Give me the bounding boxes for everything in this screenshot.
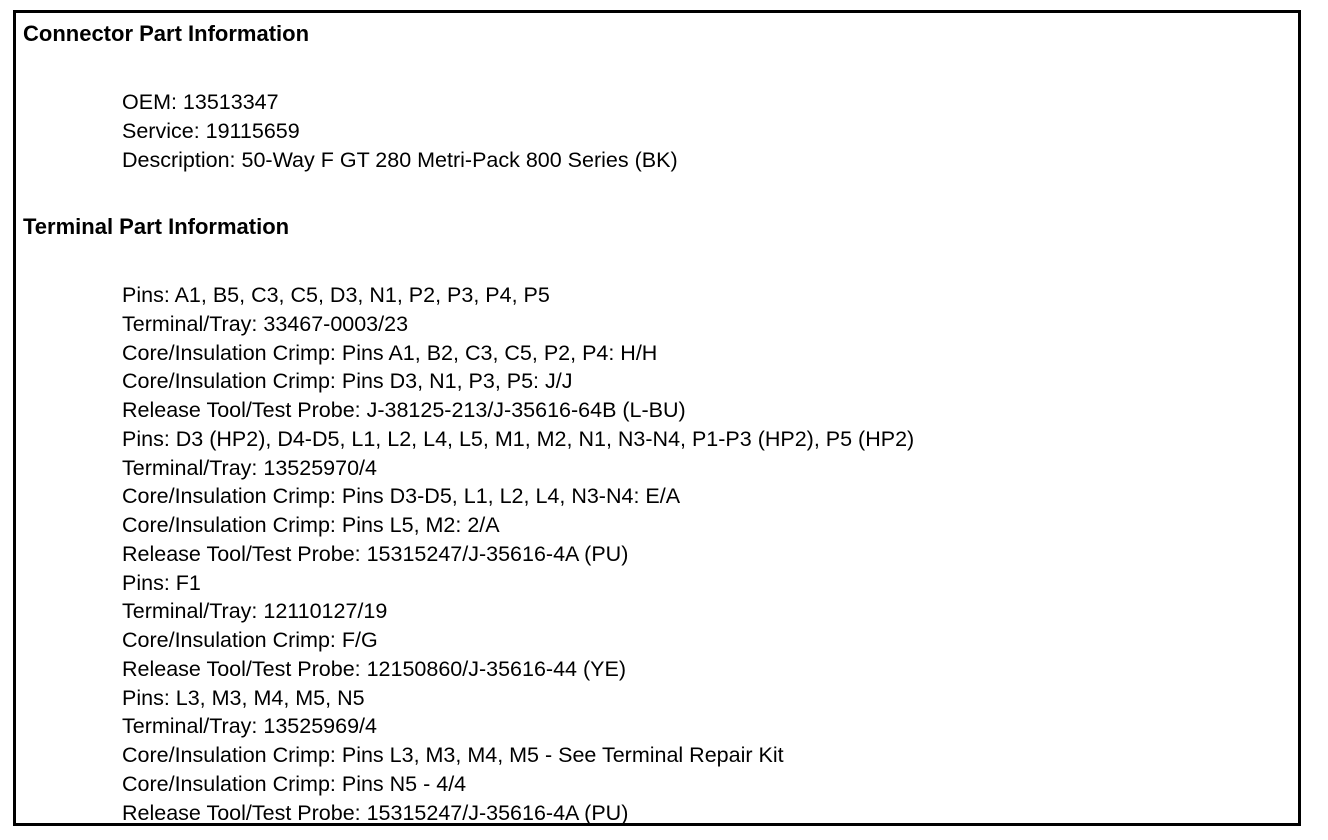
terminal-line: Core/Insulation Crimp: Pins L3, M3, M4, M5 - See Terminal Repair Kit: [122, 743, 784, 767]
terminal-line: Release Tool/Test Probe: 15315247/J-35616-4A (PU): [122, 801, 629, 825]
terminal-line: Core/Insulation Crimp: F/G: [122, 628, 378, 652]
terminal-line: Release Tool/Test Probe: J-38125-213/J-35616-64B (L-BU): [122, 398, 686, 422]
terminal-line: Core/Insulation Crimp: Pins L5, M2: 2/A: [122, 513, 500, 537]
connector-description-line: Description: 50-Way F GT 280 Metri-Pack 800 Series (BK): [122, 148, 678, 172]
connector-oem-line: OEM: 13513347: [122, 90, 279, 114]
terminal-line: Pins: L3, M3, M4, M5, N5: [122, 686, 365, 710]
terminal-line: Pins: F1: [122, 571, 201, 595]
connector-service-line: Service: 19115659: [122, 119, 300, 143]
terminal-part-heading: Terminal Part Information: [23, 214, 290, 239]
terminal-line: Terminal/Tray: 13525969/4: [122, 714, 377, 738]
part-information-table: [13, 10, 1301, 826]
terminal-line: Core/Insulation Crimp: Pins D3-D5, L1, L2, L4, N3-N4: E/A: [122, 484, 681, 508]
terminal-line: Terminal/Tray: 33467-0003/23: [122, 312, 409, 336]
terminal-line: Release Tool/Test Probe: 15315247/J-35616-4A (PU): [122, 542, 629, 566]
terminal-line: Pins: A1, B5, C3, C5, D3, N1, P2, P3, P4, P5: [122, 283, 550, 307]
connector-part-heading: Connector Part Information: [23, 21, 310, 46]
terminal-line: Terminal/Tray: 12110127/19: [122, 599, 388, 623]
terminal-line: Release Tool/Test Probe: 12150860/J-35616-44 (YE): [122, 657, 626, 681]
terminal-line: Terminal/Tray: 13525970/4: [122, 456, 377, 480]
terminal-line: Core/Insulation Crimp: Pins N5 - 4/4: [122, 772, 467, 796]
terminal-line: Core/Insulation Crimp: Pins D3, N1, P3, P5: J/J: [122, 369, 573, 393]
terminal-line: Pins: D3 (HP2), D4-D5, L1, L2, L4, L5, M1, M2, N1, N3-N4, P1-P3 (HP2), P5 (HP2): [122, 427, 915, 451]
terminal-line: Core/Insulation Crimp: Pins A1, B2, C3, C5, P2, P4: H/H: [122, 341, 658, 365]
